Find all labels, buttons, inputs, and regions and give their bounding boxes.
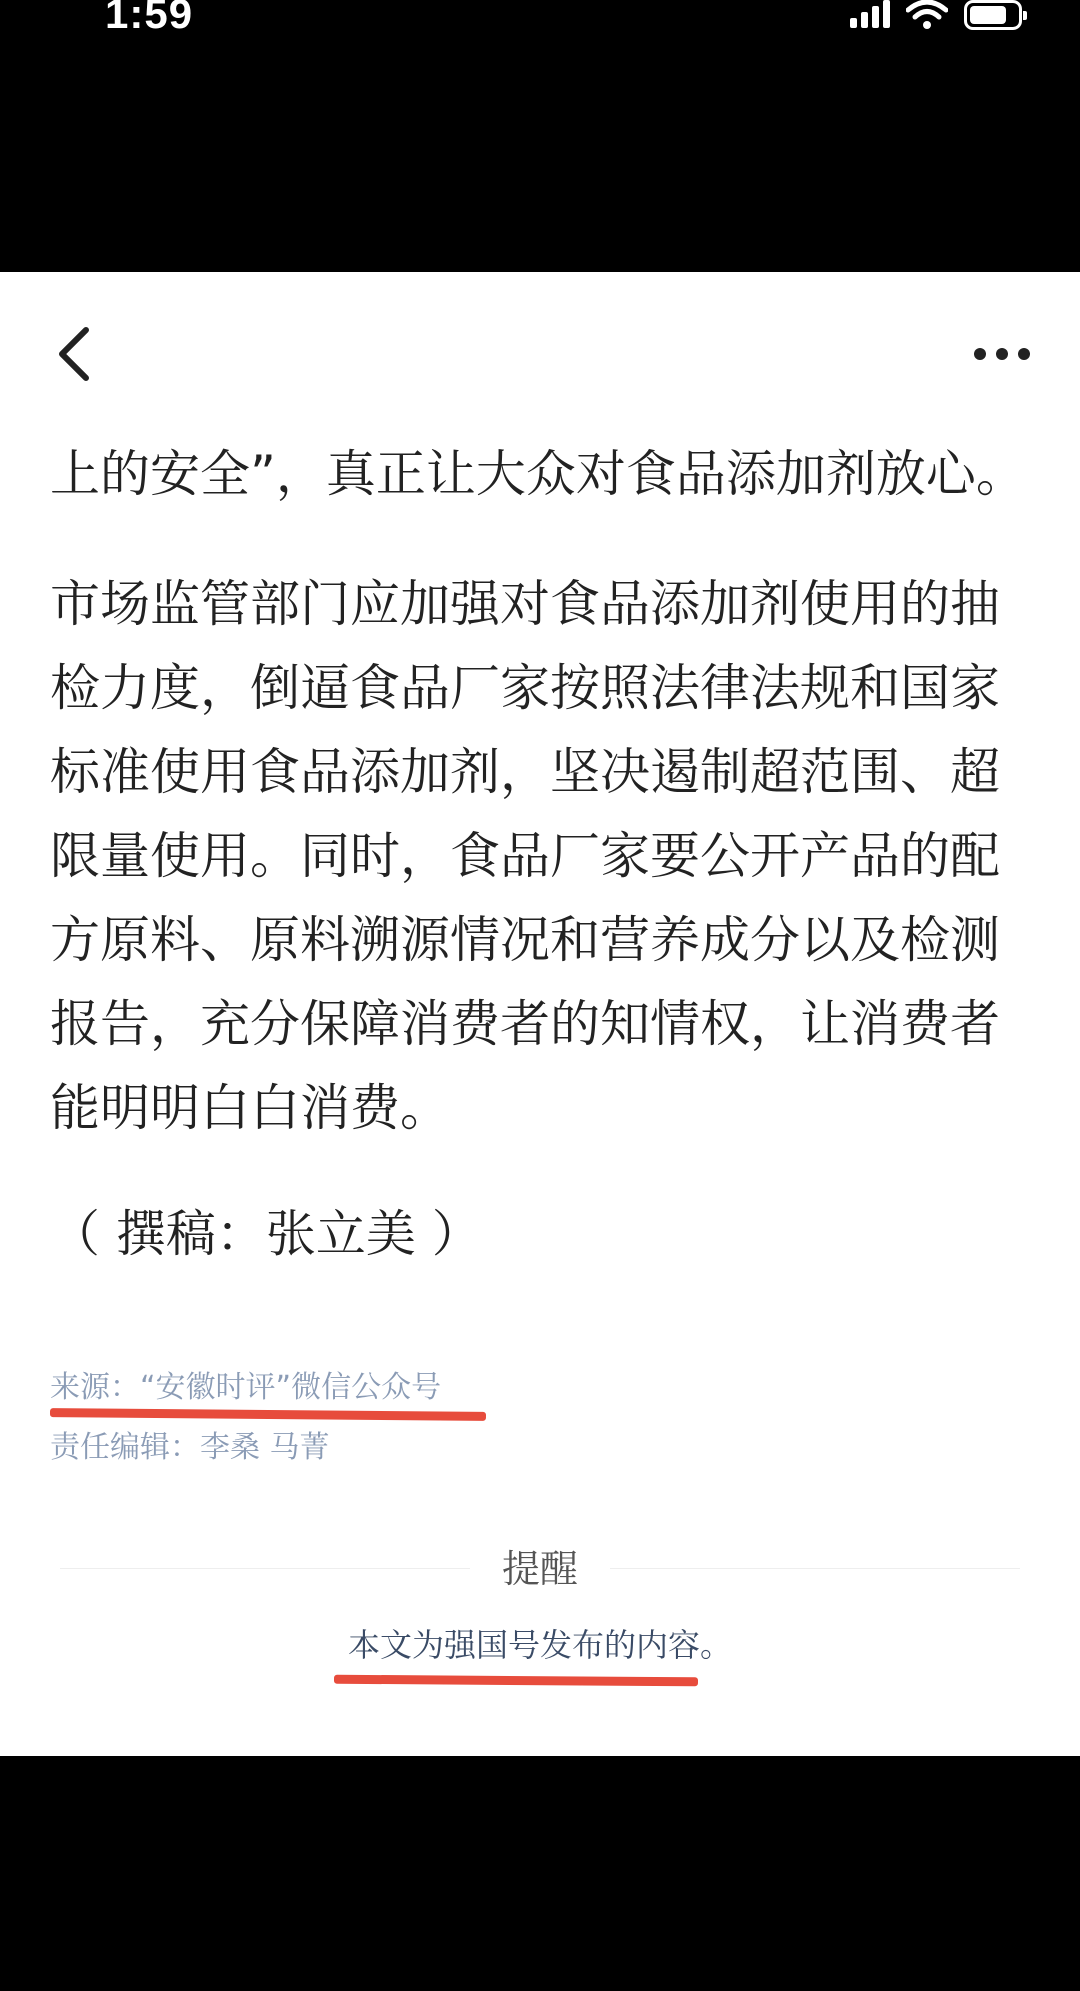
reminder-title: 提醒 — [501, 1547, 578, 1591]
more-options-icon[interactable] — [972, 342, 1032, 366]
status-time: 1:59 — [105, 0, 194, 37]
red-underline-annotation — [50, 1408, 486, 1421]
status-bar — [0, 0, 1080, 40]
source-line: 来源：“安徽时评”微信公众号 — [50, 1370, 442, 1405]
article-paragraph: 市场监管部门应加强对食品添加剂使用的抽检力度，倒逼食品厂家按照法律法规和国家标准使用食品添加剂，坚决遏制超范围、超限量使用。同时，食品厂家要公开产品的配方原料、原料溯源情况和营养成分以及检测报告，充分保障消费者的知情权，让消费者能明明白白消费。 — [50, 575, 1000, 1137]
battery-icon — [964, 0, 1022, 30]
back-chevron-icon[interactable] — [52, 324, 102, 384]
red-underline-annotation — [334, 1675, 698, 1687]
wifi-icon — [906, 0, 948, 30]
reminder-text: 本文为强国号发布的内容。 — [347, 1626, 732, 1664]
article-page — [0, 272, 1080, 1756]
cellular-signal-icon — [850, 0, 890, 28]
status-icons — [850, 0, 1022, 34]
article-paragraph: 上的安全”，真正让大众对食品添加剂放心。 — [50, 445, 1026, 503]
editor-line: 责任编辑：李桑 马菁 — [50, 1430, 330, 1465]
author-credit: （ 撰稿：张立美 ） — [50, 1205, 482, 1263]
